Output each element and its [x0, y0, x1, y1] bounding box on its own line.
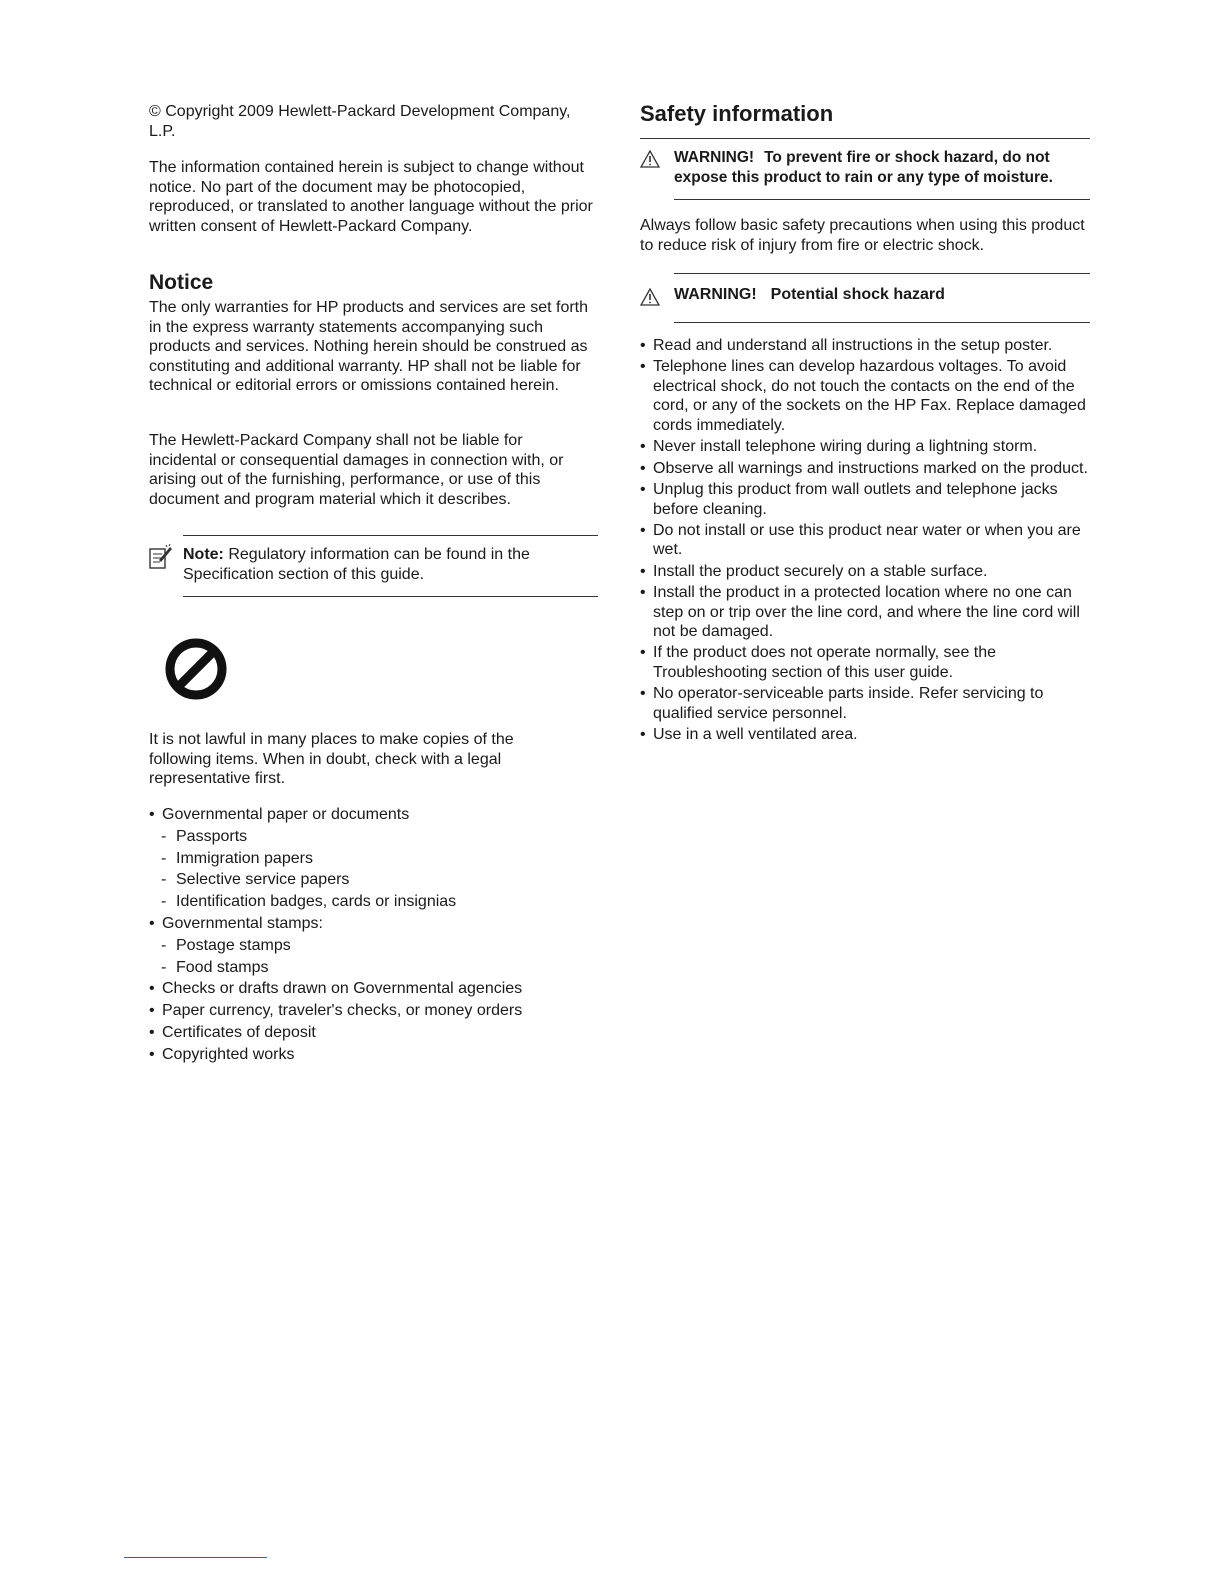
bullet-marker: • [640, 726, 646, 744]
dash-marker: - [161, 958, 167, 976]
list-item-text: If the product does not operate normally, see the Troubleshooting section of this user guide. [653, 644, 997, 681]
bullet-marker: • [640, 583, 646, 601]
copyright-text: © Copyright 2009 Hewlett-Packard Development Company, L.P. [149, 103, 571, 140]
warning-1-text [674, 148, 1084, 187]
bullet-marker: • [640, 459, 646, 477]
bullet-marker: • [640, 521, 646, 539]
list-item [640, 437, 1090, 457]
safety-intro: Always follow basic safety precautions when using this product to reduce risk of injury from fire or electric shock. [640, 217, 1085, 254]
note-text [183, 545, 583, 584]
info-paragraph: The information contained herein is subject to change without notice. No part of the document may be photocopied, reproduced, or translated to another language without the prior written consent of Hewlett-Packard Company. [149, 159, 593, 235]
warning-triangle-icon [640, 150, 660, 168]
list-item [640, 643, 1090, 682]
prohibited-icon [164, 637, 228, 701]
list-item [640, 336, 1090, 356]
list-item-text: Passports [176, 827, 248, 845]
list-item [149, 826, 599, 848]
warning-2-text [674, 285, 1084, 305]
list-item-text: Governmental stamps: [162, 914, 323, 932]
list-item [640, 521, 1090, 560]
list-item [640, 357, 1090, 435]
dash-marker: - [161, 871, 167, 889]
list-item [640, 583, 1090, 642]
list-item [640, 562, 1090, 582]
notice-paragraph-1: The only warranties for HP products and services are set forth in the express warranty statements accompanying such products and services. Nothing herein should be construed as constituting and additional warranty. HP shall not be liable for technical or editorial errors or omissions contained herein. [149, 299, 589, 395]
list-item [149, 1000, 599, 1022]
list-item-text: Selective service papers [176, 871, 350, 889]
list-item [640, 480, 1090, 519]
bullet-marker: • [640, 358, 646, 376]
list-item-text: Never install telephone wiring during a lightning storm. [653, 438, 1038, 456]
list-item [149, 804, 599, 826]
warning-1-bottom-rule [674, 199, 1090, 200]
list-item [149, 891, 599, 913]
warning-1-label: WARNING! [674, 149, 755, 166]
list-item-text: Observe all warnings and instructions marked on the product. [653, 459, 1088, 477]
note-body: Regulatory information can be found in the Specification section of this guide. [183, 546, 530, 583]
warning-2-bottom-rule [674, 322, 1090, 323]
note-label: Note: [183, 546, 224, 563]
list-item-text: Certificates of deposit [162, 1023, 316, 1041]
safety-precautions-list [640, 336, 1090, 746]
warning-triangle-icon [640, 288, 660, 306]
warning-1-body: To prevent fire or shock hazard, do not expose this product to rain or any type of moisture. [674, 149, 1053, 186]
list-item [149, 935, 599, 957]
list-item [149, 913, 599, 935]
dash-marker: - [161, 893, 167, 911]
list-item-text: Do not install or use this product near water or when you are wet. [653, 521, 1081, 559]
bullet-marker: • [149, 914, 155, 932]
list-item-text: Food stamps [176, 958, 269, 976]
list-item [149, 869, 599, 891]
list-item-text: Paper currency, traveler's checks, or money orders [162, 1002, 523, 1020]
bullet-marker: • [640, 337, 646, 354]
list-item-text: Read and understand all instructions in the setup poster. [653, 337, 1053, 354]
list-item-text: Use in a well ventilated area. [653, 726, 858, 744]
list-item-text: Identification badges, cards or insignias [176, 893, 457, 911]
dash-marker: - [161, 849, 167, 867]
list-item [640, 459, 1090, 479]
list-item-text: Install the product securely on a stable surface. [653, 562, 988, 580]
bullet-marker: • [640, 438, 646, 456]
warning-2-label: WARNING! [674, 286, 757, 303]
list-item-text: Postage stamps [176, 936, 291, 954]
lawful-paragraph: It is not lawful in many places to make copies of the following items. When in doubt, check with a legal representative first. [149, 731, 514, 788]
warning-2-top-rule [674, 273, 1090, 274]
dash-marker: - [161, 936, 167, 954]
note-bottom-rule [183, 596, 598, 597]
safety-heading-rule [640, 138, 1090, 139]
bullet-marker: • [640, 644, 646, 662]
bullet-marker: • [149, 980, 155, 998]
bullet-marker: • [640, 562, 646, 580]
list-item [149, 1044, 599, 1066]
list-item [640, 725, 1090, 745]
prohibited-items-list [149, 804, 599, 1066]
footer-rule [124, 1557, 267, 1558]
list-item [149, 978, 599, 1000]
list-item-text: Governmental paper or documents [162, 806, 410, 823]
bullet-marker: • [149, 1045, 155, 1063]
warning-2-body: Potential shock hazard [770, 286, 945, 303]
safety-heading: Safety information [640, 101, 834, 126]
list-item [640, 684, 1090, 723]
list-item-text: No operator-serviceable parts inside. Refer servicing to qualified service personnel. [653, 685, 1044, 722]
dash-marker: - [161, 827, 167, 845]
list-item-text: Immigration papers [176, 849, 313, 867]
bullet-marker: • [640, 685, 646, 703]
note-icon [149, 544, 173, 570]
list-item [149, 957, 599, 979]
bullet-marker: • [640, 480, 646, 498]
list-item-text: Checks or drafts drawn on Governmental agencies [162, 980, 523, 998]
bullet-marker: • [149, 1002, 155, 1020]
notice-heading: Notice [149, 271, 214, 294]
list-item-text: Telephone lines can develop hazardous voltages. To avoid electrical shock, do not touch the contacts on the end of the cord, or any of the sockets on the HP Fax. Replace damaged cords immediately. [653, 358, 1086, 435]
note-top-rule [183, 535, 598, 536]
bullet-marker: • [149, 806, 155, 823]
list-item [149, 848, 599, 870]
notice-paragraph-2: The Hewlett-Packard Company shall not be liable for incidental or consequential damages in connection with, or arising out of the furnishing, performance, or use of this document and program material which it describes. [149, 432, 564, 508]
list-item-text: Copyrighted works [162, 1045, 295, 1063]
bullet-marker: • [149, 1023, 155, 1041]
list-item [149, 1022, 599, 1044]
list-item-text: Install the product in a protected location where no one can step on or trip over the line cord, and where the line cord will not be damaged. [653, 583, 1080, 641]
list-item-text: Unplug this product from wall outlets and telephone jacks before cleaning. [653, 480, 1058, 518]
